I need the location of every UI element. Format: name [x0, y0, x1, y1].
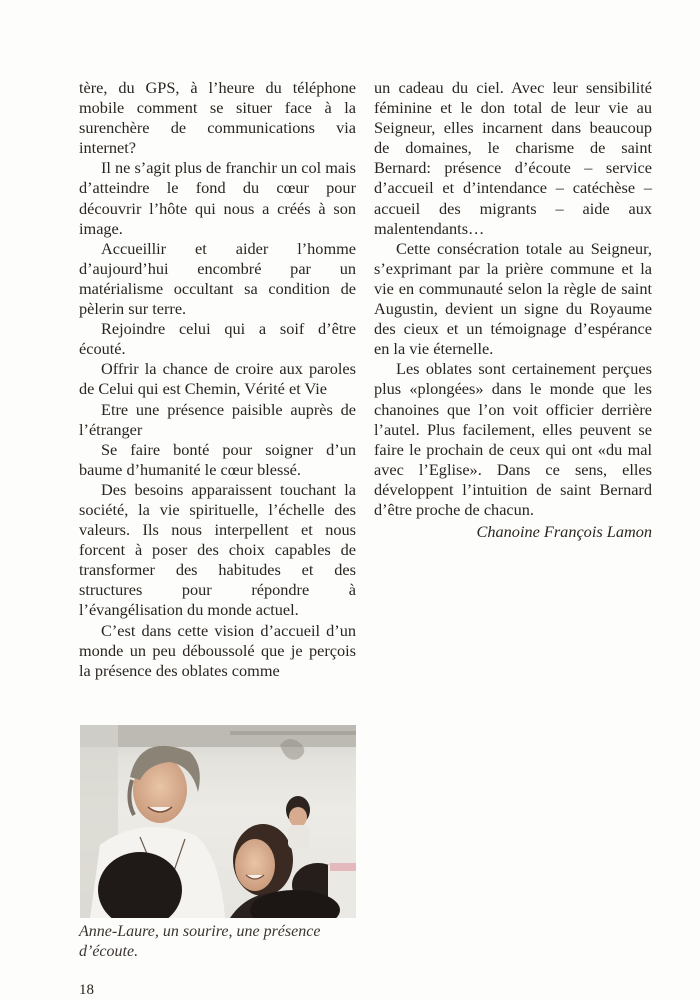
paragraph: C’est dans cette vision d’accueil d’un monde un peu déboussolé que je perçois la présence des oblates comme	[79, 620, 356, 680]
paragraph: Accueillir et aider l’homme d’aujourd’hui encombré par un matérialisme occultant sa condition de pèlerin sur terre.	[79, 238, 356, 319]
paragraph: un cadeau du ciel. Avec leur sensibilité féminine et le don total de leur vie au Seigneur, elles incarnent dans beaucoup de domaines, le charisme de saint Bernard: présence d’écoute – service d’accueil et d’intendance – catéchèse – accueil des migrants – aide aux malentendants…	[374, 78, 652, 238]
paragraph: Des besoins apparaissent touchant la société, la vie spirituelle, l’échelle des valeurs. Ils nous interpellent et nous forcent à poser des choix capables de transformer des habitudes et des structures pour répondre à l’évangélisation du monde actuel.	[79, 479, 356, 620]
paragraph: Les oblates sont certainement perçues plus «plongées» dans le monde que les chanoines que l’on voit officier derrière l’autel. Plus facilement, elles peuvent se faire le prochain de ceux qui ont «du mal avec l’Eglise». Dans ce sens, elles développent l’intuition de saint Bernard d’être proche de chacun.	[374, 359, 652, 519]
page-number: 18	[79, 982, 94, 998]
paragraph: Se faire bonté pour soigner d’un baume d’humanité le cœur blessé.	[79, 439, 356, 479]
left-text-column	[79, 78, 356, 681]
right-text-column	[374, 78, 652, 542]
photo-illustration	[80, 725, 356, 918]
paragraph: Rejoindre celui qui a soif d’être écouté.	[79, 319, 356, 359]
paragraph: Etre une présence paisible auprès de l’étranger	[79, 399, 356, 439]
photo-anne-laure	[80, 725, 356, 918]
paragraph: tère, du GPS, à l’heure du téléphone mobile comment se situer face à la surenchère de communications via internet?	[79, 78, 356, 158]
author-signature: Chanoine François Lamon	[476, 522, 652, 542]
paragraph: Il ne s’agit plus de franchir un col mais d’atteindre le fond du cœur pour découvrir l’hôte qui nous a créés à son image.	[79, 158, 356, 238]
paragraph: Cette consécration totale au Seigneur, s’exprimant par la prière commune et la vie en communauté selon la règle de saint Augustin, devient un signe du Royaume des cieux et un témoignage d’espérance en la vie éternelle.	[374, 238, 652, 359]
paragraph: Offrir la chance de croire aux paroles de Celui qui est Chemin, Vérité et Vie	[79, 359, 356, 399]
photo-caption: Anne-Laure, un sourire, une présence d’écoute.	[79, 923, 321, 960]
